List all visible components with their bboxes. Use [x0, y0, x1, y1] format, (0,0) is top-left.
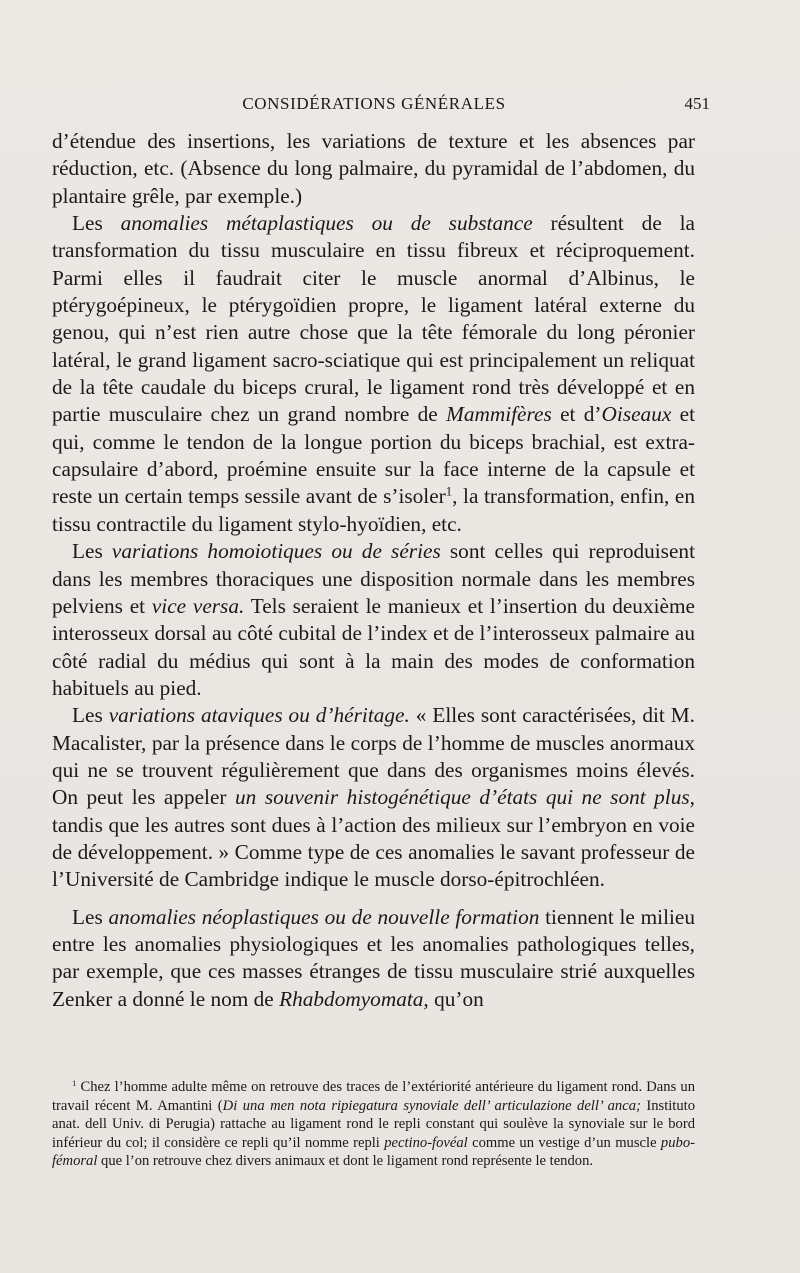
text-run: comme un vestige d’un muscle — [467, 1134, 661, 1151]
italic-term: Mammifères — [446, 402, 552, 427]
paragraph-homoiotic-variations — [52, 538, 695, 702]
paragraph-metaplastic-anomalies — [52, 210, 695, 538]
text-run: résultent de la transformation du tissu musculaire en tissu fibreux et réciproquement. Parmi elles il faudrait citer le muscle anormal d’Albinus, le ptérygoépineux, le ptérygoïdien propre, le ligament latéral externe du genou, qui n’est rien autre chose que la tête fémorale du long péronier latéral, le grand ligament sacro-sciatique qui est principalement un reliquat de la tête caudale du biceps crural, le ligament rond très développé et en partie musculaire chez un grand nombre de — [52, 211, 695, 427]
paragraph-atavistic-variations — [52, 702, 695, 893]
text-run: , la transformation, enfin, en tissu contractile du ligament stylo-hyoïdien, etc. — [52, 484, 695, 536]
italic-term: vice versa. — [151, 593, 245, 618]
text-run: que l’on retrouve chez divers animaux et dont le ligament rond représente le tendon. — [97, 1153, 594, 1170]
text-run: et d’ — [551, 402, 602, 427]
footnotes — [52, 1078, 695, 1171]
body-text — [52, 128, 695, 1013]
italic-term: variations homoiotiques ou de séries — [111, 539, 441, 564]
italic-term: un souvenir histogénétique d’états qui ne sont plus — [235, 785, 690, 810]
italic-citation: Di una men nota ripiegatura synoviale dell’ articulazione dell’ anca; — [222, 1097, 641, 1114]
italic-term: pectino-fovéal — [384, 1134, 468, 1151]
italic-term: Oiseaux — [601, 402, 672, 427]
italic-term: Rhabdomyomata — [279, 986, 424, 1011]
italic-term: anomalies métaplastiques ou de substance — [120, 211, 533, 236]
italic-term: anomalies néoplastiques ou de nouvelle formation — [108, 904, 540, 929]
text-run: , tandis que les autres sont dues à l’action des milieux sur l’embryon en voie de développement. » Comme type de ces anomalies le savant professeur de l’Université de Cambridge indique le muscle dorso-épitrochléen. — [52, 785, 695, 892]
text-run: Tels seraient le manieux et l’insertion du deuxième interosseux dorsal au côté cubital de l’index et de l’interosseux palmaire au côté radial du médius qui sont à la main des modes de conformation habituels au pied. — [52, 593, 695, 700]
text-run: tiennent le milieu entre les anomalies physiologiques et les anomalies pathologiques telles, par exemple, que ces masses étranges de tissu musculaire strié auxquelles Zenker a donné le nom de — [52, 904, 696, 1011]
text-run: Les — [72, 211, 121, 236]
text-run: Les — [72, 539, 112, 564]
italic-term: pubo-fémoral — [52, 1134, 695, 1170]
text-run: Instituto anat. dell Univ. di Perugia) rattache au ligament rond le repli constant qui soulève la synoviale sur le bord inférieur du col; il considère ce repli qu’il nomme repli — [52, 1097, 696, 1151]
text-run: Chez l’homme adulte même on retrouve des traces de l’extériorité antérieure du ligament rond. Dans un travail récent M. Amantini ( — [52, 1079, 695, 1114]
text-run: Les — [72, 703, 109, 728]
page-number: 451 — [684, 94, 710, 113]
text-run: Les — [72, 904, 109, 929]
running-title: CONSIDÉRATIONS GÉNÉRALES — [242, 94, 506, 113]
text-run: sont celles qui reproduisent dans les membres thoraciques une disposition normale dans les membres pelviens et — [52, 539, 695, 618]
footnote-reference[interactable]: 1 — [445, 484, 453, 499]
text-run: , qu’on — [423, 986, 484, 1011]
running-header — [52, 94, 710, 116]
paragraph-neoplastic-anomalies — [52, 904, 695, 1013]
footnote-1 — [52, 1078, 695, 1171]
text-run: et qui, comme le tendon de la longue portion du biceps brachial, est extra-capsulaire d’abord, proémine ensuite sur la face interne de la capsule et reste un certain temps sessile avant de s’isoler — [52, 402, 695, 509]
paragraph-continuation: d’étendue des insertions, les variations de texture et les absences par réduction, etc. (Absence du long palmaire, du pyramidal de l’abdomen, du plantaire grêle, par exemple.) — [52, 129, 695, 208]
footnote-mark: 1 — [72, 1077, 77, 1088]
italic-term: variations ataviques ou d’héritage. — [108, 703, 410, 728]
text-run: « Elles sont caractérisées, dit M. Macalister, par la présence dans le corps de l’homme de muscles anormaux qui ne se trouvent régulièrement que dans des organismes moins élevés. On peut les appeler — [52, 703, 695, 810]
